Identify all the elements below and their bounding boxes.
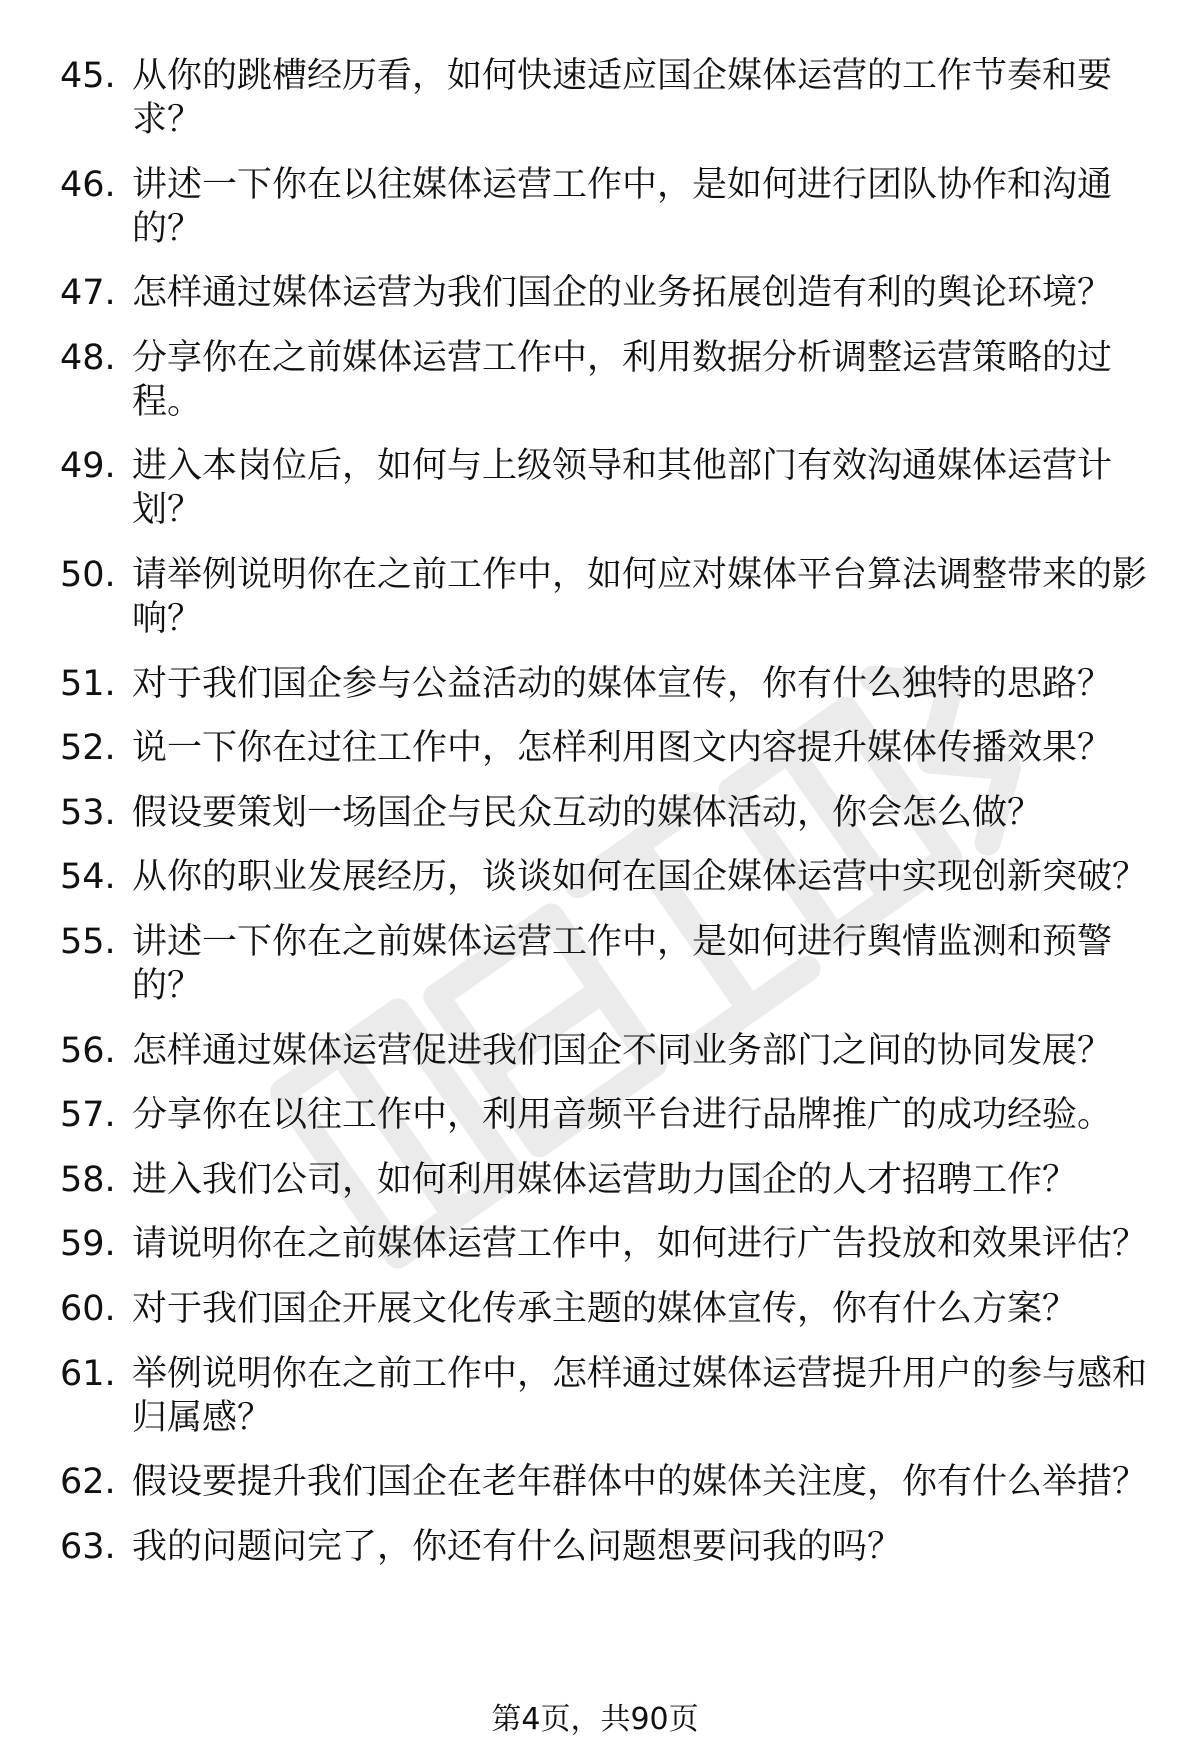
question-number: 51. <box>60 663 116 704</box>
question-number: 48. <box>60 337 116 378</box>
list-item <box>60 1158 1150 1202</box>
question-number: 47. <box>60 273 116 314</box>
list-item <box>60 1029 1150 1073</box>
question-number: 50. <box>60 554 116 595</box>
question-text: 说一下你在过往工作中，怎样利用图文内容提升媒体传播效果？ <box>132 728 1113 769</box>
question-number: 46. <box>60 164 116 205</box>
list-item <box>60 1460 1150 1504</box>
list-item <box>60 54 1150 142</box>
list-item <box>60 163 1150 251</box>
question-number: 54. <box>60 857 116 898</box>
question-text: 讲述一下你在之前媒体运营工作中，是如何进行舆情监测和预警的？ <box>132 921 1113 1006</box>
list-item <box>60 1222 1150 1266</box>
list-item <box>60 1525 1150 1569</box>
question-text: 怎样通过媒体运营促进我们国企不同业务部门之间的协同发展？ <box>132 1030 1113 1071</box>
question-text: 分享你在之前媒体运营工作中，利用数据分析调整运营策略的过程。 <box>132 337 1113 422</box>
list-item <box>60 1287 1150 1331</box>
question-number: 57. <box>60 1095 116 1136</box>
question-text: 对于我们国企参与公益活动的媒体宣传，你有什么独特的思路？ <box>132 663 1113 704</box>
list-item <box>60 553 1150 641</box>
question-text: 我的问题问完了，你还有什么问题想要问我的吗？ <box>132 1526 903 1567</box>
question-text: 对于我们国企开展文化传承主题的媒体宣传，你有什么方案？ <box>132 1288 1078 1329</box>
list-item <box>60 336 1150 424</box>
list-item <box>60 726 1150 770</box>
question-text: 进入本岗位后，如何与上级领导和其他部门有效沟通媒体运营计划？ <box>132 446 1113 531</box>
question-number: 59. <box>60 1224 116 1265</box>
question-number: 61. <box>60 1353 116 1394</box>
question-number: 63. <box>60 1526 116 1567</box>
question-text: 举例说明你在之前工作中，怎样通过媒体运营提升用户的参与感和归属感？ <box>132 1353 1148 1438</box>
question-text: 怎样通过媒体运营为我们国企的业务拓展创造有利的舆论环境？ <box>132 273 1113 314</box>
question-text: 从你的职业发展经历，谈谈如何在国企媒体运营中实现创新突破？ <box>132 857 1148 898</box>
question-number: 52. <box>60 728 116 769</box>
question-text: 进入我们公司，如何利用媒体运营助力国企的人才招聘工作？ <box>132 1159 1078 1200</box>
page-number: 第4页，共90页 <box>491 1702 699 1737</box>
list-item <box>60 271 1150 315</box>
list-item <box>60 1352 1150 1440</box>
list-item <box>60 662 1150 706</box>
question-text: 从你的跳槽经历看，如何快速适应国企媒体运营的工作节奏和要求？ <box>132 56 1113 140</box>
question-text: 假设要提升我们国企在老年群体中的媒体关注度，你有什么举措？ <box>132 1462 1148 1503</box>
question-number: 49. <box>60 446 116 487</box>
list-item <box>60 855 1150 899</box>
list-item <box>60 791 1150 835</box>
question-number: 56. <box>60 1030 116 1071</box>
question-text: 讲述一下你在以往媒体运营工作中，是如何进行团队协作和沟通的？ <box>132 164 1113 249</box>
list-item <box>60 1093 1150 1137</box>
question-list <box>60 54 1150 1589</box>
question-text: 请说明你在之前媒体运营工作中，如何进行广告投放和效果评估？ <box>132 1224 1148 1265</box>
list-item <box>60 444 1150 532</box>
question-number: 55. <box>60 921 116 962</box>
question-text: 假设要策划一场国企与民众互动的媒体活动，你会怎么做？ <box>132 792 1043 833</box>
question-number: 58. <box>60 1159 116 1200</box>
question-number: 53. <box>60 792 116 833</box>
question-number: 60. <box>60 1288 116 1329</box>
question-number: 62. <box>60 1462 116 1503</box>
question-number: 45. <box>60 56 116 96</box>
question-text: 分享你在以往工作中，利用音频平台进行品牌推广的成功经验。 <box>132 1095 1113 1136</box>
list-item <box>60 920 1150 1008</box>
question-text: 请举例说明你在之前工作中，如何应对媒体平台算法调整带来的影响？ <box>132 554 1148 639</box>
